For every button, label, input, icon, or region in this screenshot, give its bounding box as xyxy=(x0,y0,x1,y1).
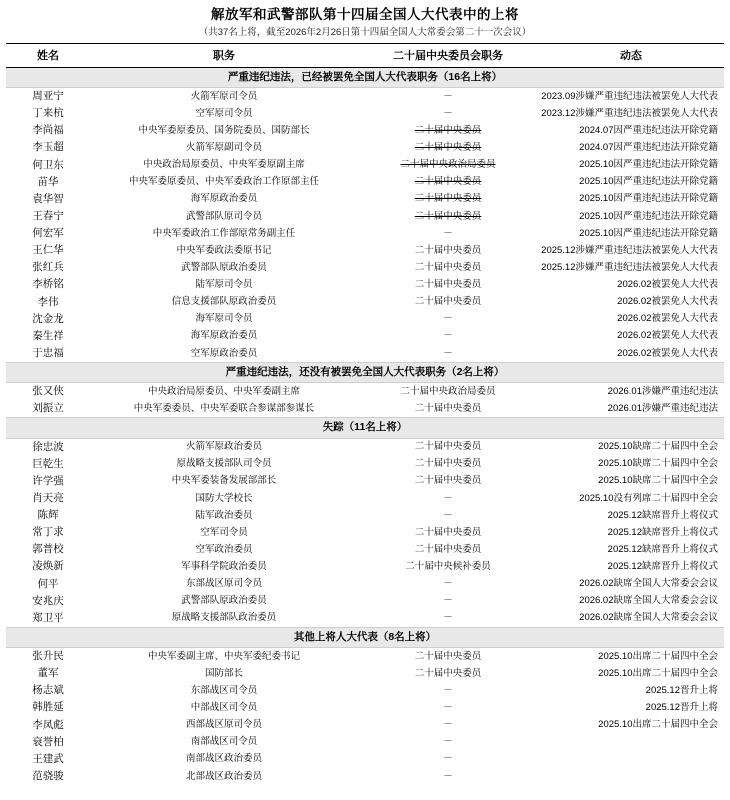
cell-name: 王春宁 xyxy=(32,209,64,222)
cell-name: 何平 xyxy=(37,577,59,590)
cell-post: 中央军委装备发展部部长 xyxy=(171,475,277,487)
cell-post: 武警部队原政治委员 xyxy=(181,595,267,607)
cell-status: 2026.02缺席全国人大常委会会议 xyxy=(579,595,718,607)
cell-post: 陆军政治委员 xyxy=(195,509,253,521)
cell-post: 火箭军原政治委员 xyxy=(185,441,262,453)
cell-central-committee: － xyxy=(443,90,453,102)
cell-status: 2024.07因严重违纪违法开除党籍 xyxy=(579,142,718,154)
cell-central-committee: 二十届中央委员 xyxy=(414,261,482,273)
table-row xyxy=(6,345,724,363)
table-row xyxy=(6,88,724,106)
table-row xyxy=(6,383,724,401)
section-header-row xyxy=(6,627,724,647)
cell-status: 2025.10缺席二十届四中全会 xyxy=(598,475,718,487)
cell-name: 于忠福 xyxy=(32,346,64,359)
cell-post: 北部战区政治委员 xyxy=(185,770,262,782)
cell-central-committee: 二十届中央委员 xyxy=(414,475,482,487)
cell-name: 凌焕新 xyxy=(32,560,64,573)
cell-name: 沈金龙 xyxy=(32,312,64,325)
cell-central-committee: － xyxy=(443,753,453,765)
table-row xyxy=(6,105,724,122)
cell-status: 2025.10因严重违纪违法开除党籍 xyxy=(579,159,718,171)
table-row xyxy=(6,242,724,259)
cell-central-committee: － xyxy=(443,719,453,731)
cell-status: 2026.01涉嫌严重违纪违法 xyxy=(607,402,718,414)
table-row xyxy=(6,682,724,699)
cell-central-committee: － xyxy=(443,612,453,624)
table-row xyxy=(6,541,724,558)
cell-post: 火箭军原司令员 xyxy=(190,90,258,102)
cell-post: 空军政治委员 xyxy=(195,543,253,555)
cell-post: 海军原司令员 xyxy=(195,313,253,325)
cell-name: 张又侠 xyxy=(32,385,64,398)
section-title: 失踪（11名上将） xyxy=(6,418,724,438)
cell-central-committee: 二十届中央委员 xyxy=(414,526,482,538)
table-row xyxy=(6,311,724,328)
table-header xyxy=(6,43,724,67)
cell-post: 中央军委政治工作部原常务副主任 xyxy=(152,227,296,239)
cell-name: 袁华智 xyxy=(32,192,64,205)
cell-status: 2025.12缺席晋升上将仪式 xyxy=(607,526,718,538)
table-row xyxy=(6,490,724,507)
cell-post: 空军原司令员 xyxy=(195,107,253,119)
cell-central-committee: 二十届中央委员 xyxy=(414,458,482,470)
cell-name: 安兆庆 xyxy=(32,594,64,607)
cell-name: 刘振立 xyxy=(32,402,64,415)
cell-post: 信息支援部队原政治委员 xyxy=(171,296,277,308)
table-row xyxy=(6,751,724,768)
cell-status: 2025.10因严重违纪违法开除党籍 xyxy=(579,176,718,188)
cell-status: 2026.02被罢免人大代表 xyxy=(617,347,718,359)
table-row xyxy=(6,507,724,524)
table-row xyxy=(6,191,724,208)
cell-name: 王建武 xyxy=(32,752,64,765)
cell-post: 东部战区司令员 xyxy=(190,684,258,696)
cell-name: 杨志斌 xyxy=(32,684,64,697)
cell-central-committee: 二十届中央委员 xyxy=(414,650,482,662)
cell-post: 空军司令员 xyxy=(200,526,248,538)
table-row xyxy=(6,717,724,734)
cell-post: 陆军原司令员 xyxy=(195,279,253,291)
cell-post: 南部战区政治委员 xyxy=(185,753,262,765)
cell-name: 衰誉柏 xyxy=(32,735,64,748)
cell-name: 范骁骏 xyxy=(32,769,64,782)
table-row xyxy=(6,259,724,276)
cell-name: 张升民 xyxy=(32,650,64,663)
cell-central-committee: － xyxy=(443,595,453,607)
struck-through-text: 二十届中央委员 xyxy=(414,193,482,205)
cell-name: 苗华 xyxy=(37,175,59,188)
table-row xyxy=(6,157,724,174)
cell-central-committee: 二十届中央委员 xyxy=(414,441,482,453)
table-row xyxy=(6,328,724,345)
cell-central-committee: － xyxy=(443,330,453,342)
cell-post: 中央军委副主席、中央军委纪委书记 xyxy=(147,650,300,662)
cell-name: 徐忠波 xyxy=(32,440,64,453)
table-row xyxy=(6,576,724,593)
cell-post: 原战略支援部队政治委员 xyxy=(171,612,277,624)
section-title: 严重违纪违法，已经被罢免全国人大代表职务（16名上将） xyxy=(6,67,724,87)
cell-status: 2025.10出席二十届四中全会 xyxy=(598,719,718,731)
cell-status: 2026.02被罢免人大代表 xyxy=(617,279,718,291)
cell-central-committee xyxy=(358,122,538,139)
cell-status: 2025.10因严重违纪违法开除党籍 xyxy=(579,210,718,222)
cell-name: 何卫东 xyxy=(32,158,64,171)
cell-status: 2025.10缺席二十届四中全会 xyxy=(598,458,718,470)
table-row xyxy=(6,208,724,225)
cell-name: 韩胜延 xyxy=(32,701,64,714)
cell-post: 海军原政治委员 xyxy=(190,193,258,205)
cell-status xyxy=(538,768,724,785)
cell-post: 中央军委政法委原书记 xyxy=(176,244,272,256)
cell-central-committee: － xyxy=(443,107,453,119)
column-header-central-committee: 二十届中央委员会职务 xyxy=(358,43,538,67)
struck-through-text: 二十届中央委员 xyxy=(414,176,482,188)
cell-post: 海军原政治委员 xyxy=(190,330,258,342)
cell-central-committee: － xyxy=(443,347,453,359)
cell-status: 2024.07因严重违纪违法开除党籍 xyxy=(579,124,718,136)
cell-name: 何宏军 xyxy=(32,227,64,240)
cell-central-committee: 二十届中央委员 xyxy=(414,402,482,414)
cell-central-committee: 二十届中央政治局委员 xyxy=(400,385,496,397)
table-row xyxy=(6,610,724,628)
cell-central-committee xyxy=(358,208,538,225)
cell-central-committee: － xyxy=(443,770,453,782)
cell-status: 2025.12晋升上将 xyxy=(645,684,718,696)
column-header-name: 姓名 xyxy=(6,43,90,67)
table-row xyxy=(6,524,724,541)
section-header-row xyxy=(6,67,724,87)
cell-name: 李伟 xyxy=(37,295,59,308)
cell-central-committee xyxy=(358,139,538,156)
cell-status: 2026.01涉嫌严重违纪违法 xyxy=(607,385,718,397)
cell-status xyxy=(538,751,724,768)
cell-name: 董军 xyxy=(37,667,59,680)
cell-status: 2026.02被罢免人大代表 xyxy=(617,296,718,308)
cell-name: 肖天亮 xyxy=(32,491,64,504)
cell-central-committee: 二十届中央委员 xyxy=(414,296,482,308)
cell-name: 秦生祥 xyxy=(32,329,64,342)
table-row xyxy=(6,768,724,785)
cell-name: 王仁华 xyxy=(32,244,64,257)
cell-name: 张红兵 xyxy=(32,261,64,274)
cell-central-committee: 二十届中央候补委员 xyxy=(405,561,491,573)
cell-status: 2025.12缺席晋升上将仪式 xyxy=(607,509,718,521)
cell-post: 火箭军原副司令员 xyxy=(185,142,262,154)
column-header-post: 职务 xyxy=(90,43,358,67)
cell-central-committee: － xyxy=(443,702,453,714)
cell-name: 李桥铭 xyxy=(32,278,64,291)
cell-name: 郭普校 xyxy=(32,543,64,556)
cell-status: 2025.10出席二十届四中全会 xyxy=(598,650,718,662)
table-row xyxy=(6,473,724,490)
table-row xyxy=(6,225,724,242)
column-header-status: 动态 xyxy=(538,43,724,67)
cell-central-committee: 二十届中央委员 xyxy=(414,667,482,679)
cell-status: 2025.10因严重违纪违法开除党籍 xyxy=(579,193,718,205)
table-row xyxy=(6,648,724,666)
cell-post: 原战略支援部队司令员 xyxy=(176,458,272,470)
cell-central-committee xyxy=(358,174,538,191)
cell-status: 2025.12缺席晋升上将仪式 xyxy=(607,561,718,573)
cell-name: 周亚宁 xyxy=(32,90,64,103)
cell-central-committee xyxy=(358,157,538,174)
cell-status: 2026.02被罢免人大代表 xyxy=(617,330,718,342)
cell-name: 李玉超 xyxy=(32,141,64,154)
cell-central-committee: － xyxy=(443,313,453,325)
cell-central-committee: 二十届中央委员 xyxy=(414,244,482,256)
table-row xyxy=(6,139,724,156)
table-row xyxy=(6,174,724,191)
table-row xyxy=(6,122,724,139)
cell-post: 武警部队原司令员 xyxy=(185,210,262,222)
table-body xyxy=(6,67,724,785)
cell-central-committee: － xyxy=(443,684,453,696)
cell-status: 2025.10缺席二十届四中全会 xyxy=(598,441,718,453)
cell-central-committee: － xyxy=(443,736,453,748)
cell-post: 空军原政治委员 xyxy=(190,347,258,359)
cell-status: 2023.09涉嫌严重违纪违法被罢免人大代表 xyxy=(541,90,718,102)
cell-post: 中部战区司令员 xyxy=(190,702,258,714)
section-title: 严重违纪违法，还没有被罢免全国人大代表职务（2名上将） xyxy=(6,363,724,383)
cell-status: 2025.12涉嫌严重违纪违法被罢免人大代表 xyxy=(541,244,718,256)
cell-post: 中央军委原委员、国务院委员、国防部长 xyxy=(138,124,310,136)
cell-status: 2026.02缺席全国人大常委会会议 xyxy=(579,612,718,624)
cell-post: 南部战区司令员 xyxy=(190,736,258,748)
struck-through-text: 二十届中央委员 xyxy=(414,142,482,154)
cell-status: 2025.12涉嫌严重违纪违法被罢免人大代表 xyxy=(541,261,718,273)
cell-name: 巨乾生 xyxy=(32,457,64,470)
table-row xyxy=(6,400,724,418)
generals-table xyxy=(6,43,724,785)
table-row xyxy=(6,456,724,473)
cell-name: 李凤彪 xyxy=(32,718,64,731)
cell-post: 国防部长 xyxy=(204,667,243,679)
cell-post: 西部战区原司令员 xyxy=(185,719,262,731)
cell-post: 中央军委委员、中央军委联合参谋部参谋长 xyxy=(133,402,315,414)
cell-post: 国防大学校长 xyxy=(195,492,253,504)
cell-name: 陈辉 xyxy=(37,509,59,522)
cell-status: 2025.10没有列席二十届四中全会 xyxy=(579,492,718,504)
cell-post: 军事科学院政治委员 xyxy=(181,561,267,573)
cell-post: 武警部队原政治委员 xyxy=(181,261,267,273)
cell-central-committee: － xyxy=(443,509,453,521)
table-row xyxy=(6,734,724,751)
cell-status: 2025.10因严重违纪违法开除党籍 xyxy=(579,227,718,239)
cell-central-committee xyxy=(358,191,538,208)
cell-status: 2025.10出席二十届四中全会 xyxy=(598,667,718,679)
cell-name: 丁来杭 xyxy=(32,107,64,120)
cell-status: 2026.02缺席全国人大常委会会议 xyxy=(579,578,718,590)
page-title: 解放军和武警部队第十四届全国人大代表中的上将 xyxy=(211,7,519,22)
cell-central-committee: 二十届中央委员 xyxy=(414,543,482,555)
struck-through-text: 二十届中央委员 xyxy=(414,124,482,136)
section-header-row xyxy=(6,363,724,383)
cell-status xyxy=(538,734,724,751)
table-row xyxy=(6,593,724,610)
cell-status: 2026.02被罢免人大代表 xyxy=(617,313,718,325)
table-row xyxy=(6,665,724,682)
table-row xyxy=(6,438,724,456)
struck-through-text: 二十届中央政治局委员 xyxy=(400,159,496,171)
cell-status: 2025.12缺席晋升上将仪式 xyxy=(607,543,718,555)
cell-post: 中央政治局原委员、中央军委原副主席 xyxy=(143,159,305,171)
table-row xyxy=(6,294,724,311)
cell-post: 中央政治局原委员、中央军委副主席 xyxy=(147,385,300,397)
cell-status: 2023.12涉嫌严重违纪违法被罢免人大代表 xyxy=(541,107,718,119)
table-row xyxy=(6,699,724,716)
cell-name: 郑卫平 xyxy=(32,611,64,624)
section-title: 其他上将人大代表（8名上将） xyxy=(6,627,724,647)
cell-name: 李尚福 xyxy=(32,124,64,137)
section-header-row xyxy=(6,418,724,438)
cell-central-committee: － xyxy=(443,492,453,504)
cell-status: 2025.12晋升上将 xyxy=(645,702,718,714)
cell-central-committee: － xyxy=(443,578,453,590)
cell-central-committee: 二十届中央委员 xyxy=(414,279,482,291)
table-row xyxy=(6,558,724,575)
cell-central-committee: － xyxy=(443,227,453,239)
table-row xyxy=(6,276,724,293)
cell-post: 中央军委原委员、中央军委政治工作原部主任 xyxy=(128,176,319,188)
cell-name: 许学强 xyxy=(32,474,64,487)
cell-post: 东部战区原司令员 xyxy=(185,578,262,590)
page-subtitle: （共37名上将，截至2026年2月26日第十四届全国人大常委会第二十一次会议） xyxy=(198,26,532,38)
struck-through-text: 二十届中央委员 xyxy=(414,210,482,222)
cell-name: 常丁求 xyxy=(32,526,64,539)
